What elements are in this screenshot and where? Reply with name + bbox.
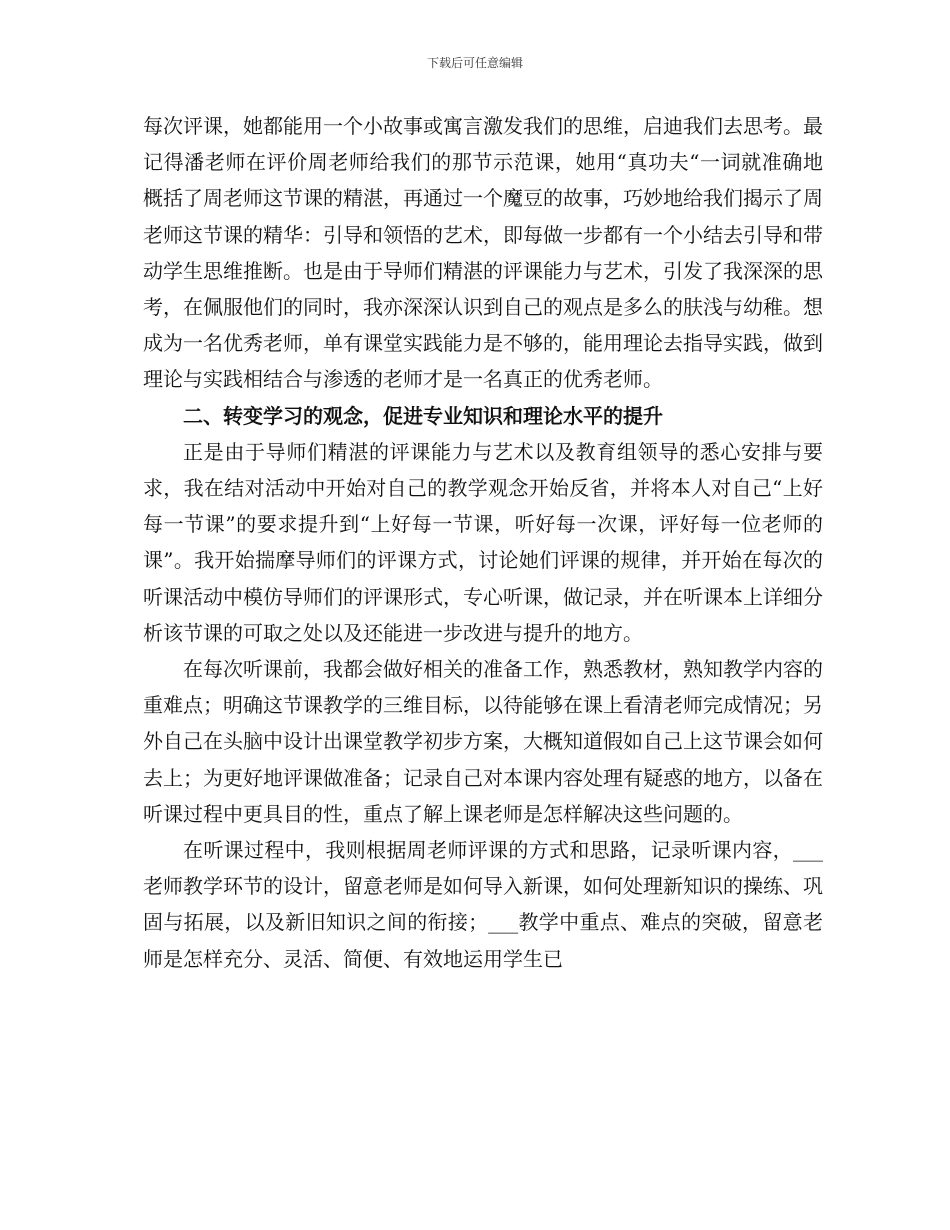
paragraph-1: 每次评课，她都能用一个小故事或寓言激发我们的思维，启迪我们去思考。最记得潘老师在评价周老师给我们的那节示范课，她用“真功夫“一词就准确地概括了周老师这节课的精湛，再通过一个魔豆的故事，巧妙地给我们揭示了周老师这节课的精华：引导和领悟的艺术，即每做一步都有一个小结去引导和带动学生思维推断。也是由于导师们精湛的评课能力与艺术，引发了我深深的思考，在佩服他们的同时，我亦深深认识到自己的观点是多么的肤浅与幼稚。想成为一名优秀老师，单有课堂实践能力是不够的，能用理论去指导实践，做到理论与实践相结合与渗透的老师才是一名真正的优秀老师。	[143, 114, 823, 392]
document-body	[143, 108, 823, 977]
section-heading: 二、转变学习的观念，促进专业知识和理论水平的提升	[183, 403, 663, 428]
paragraph-3: 在每次听课前，我都会做好相关的准备工作，熟悉教材，熟知教学内容的重难点；明确这节课教学的三维目标，以待能够在课上看清老师完成情况；另外自己在头脑中设计出课堂教学初步方案，大概知道假如自己上这节课会如何去上；为更好地评课做准备；记录自己对本课内容处理有疑惑的地方，以备在听课过程中更具目的性，重点了解上课老师是怎样解决这些问题的。	[143, 657, 823, 826]
paragraph-2: 正是由于导师们精湛的评课能力与艺术以及教育组领导的悉心安排与要求，我在结对活动中开始对自己的教学观念开始反省，并将本人对自己“上好每一节课”的要求提升到“上好每一节课，听好每一次课，评好每一位老师的课”。我开始揣摩导师们的评课方式，讨论她们评课的规律，并开始在每次的听课活动中模仿导师们的评课形式，专心听课，做记录，并在听课本上详细分析该节课的可取之处以及还能进一步改进与提升的地方。	[143, 439, 823, 645]
paragraph-4: 在听课过程中，我则根据周老师评课的方式和思路，记录听课内容，___老师教学环节的设计，留意老师是如何导入新课，如何处理新知识的操练、巩固与拓展，以及新旧知识之间的衔接；___教学中重点、难点的突破，留意老师是怎样充分、灵活、简便、有效地运用学生已	[143, 838, 823, 971]
page-header: 下载后可任意编辑	[426, 56, 523, 70]
